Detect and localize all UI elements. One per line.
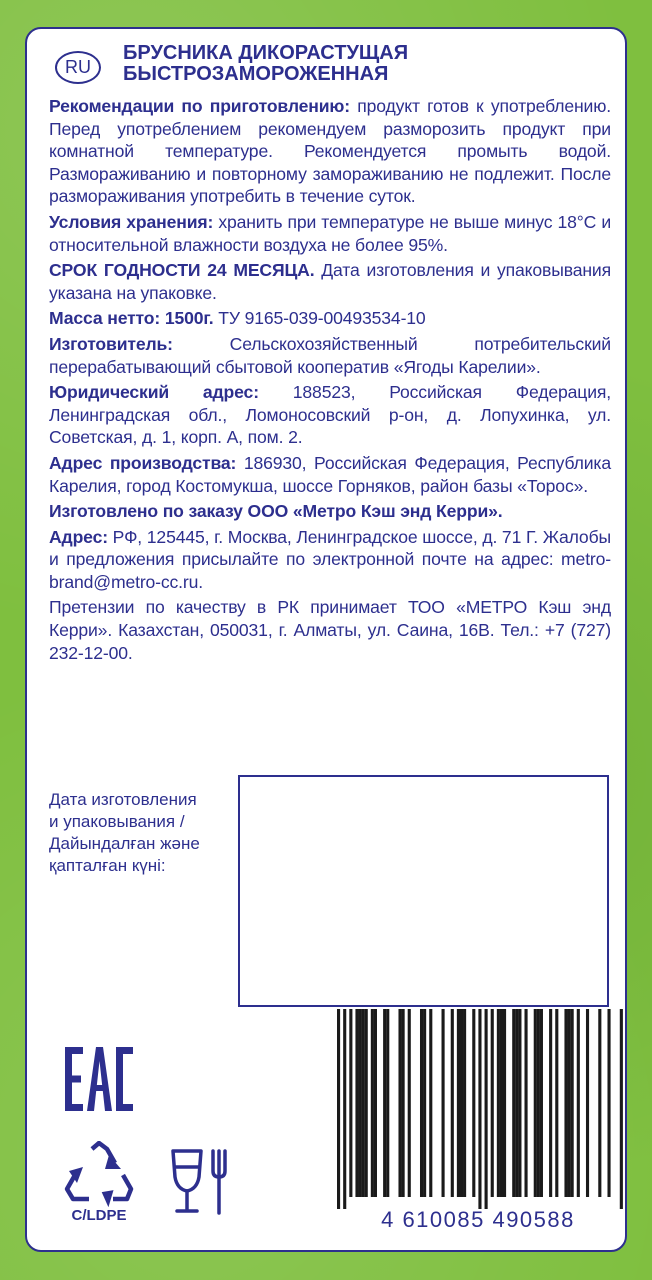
barcode-bar <box>457 1009 460 1197</box>
eac-mark-icon <box>65 1047 133 1111</box>
cooking-section <box>49 95 611 208</box>
cooking-text: продукт готов к употреблению. Перед употреблением рекомендуем разморозить продукт при комнатной температуре. Рекомендуется промыть водой. Размораживанию и повторному замораживанию не подлежит. После размораживания употребить в течение суток. <box>49 96 612 207</box>
barcode-bar <box>586 1009 589 1197</box>
barcode-bar <box>386 1009 389 1197</box>
production-address-label: Адрес производства: <box>49 452 237 473</box>
barcode-bar <box>620 1009 623 1209</box>
barcode-bar <box>577 1009 580 1197</box>
barcode-bar <box>497 1009 500 1197</box>
date-label-line1: Дата изготовления <box>49 790 197 809</box>
barcode-bar <box>500 1009 503 1197</box>
barcode-bar <box>460 1009 463 1197</box>
claims-section <box>49 596 611 664</box>
barcode-bar <box>534 1009 537 1197</box>
barcode-bar <box>537 1009 540 1197</box>
barcode-bar <box>408 1009 411 1197</box>
storage-section <box>49 211 611 256</box>
cooking-label: Рекомендации по приготовлению: <box>49 96 351 116</box>
barcode-bar <box>485 1009 488 1209</box>
barcode-bar <box>515 1009 518 1197</box>
product-title <box>123 43 603 85</box>
storage-label: Условия хранения: <box>49 211 214 232</box>
shelf-life-text: Дата изготовления и упаковывания указана на упаковке. <box>49 260 611 303</box>
barcode-bar <box>451 1009 454 1197</box>
address-text: РФ, 125445, г. Москва, Ленинградское шоссе, д. 71 Г. Жалобы и предложения присылайте по электронной почте на адрес: metro-brand@metro-cc.ru. <box>49 526 611 592</box>
barcode-bar <box>365 1009 368 1197</box>
production-address-section <box>49 452 611 497</box>
product-title-line1: БРУСНИКА ДИКОРАСТУЩАЯ <box>123 42 409 64</box>
barcode-bar <box>524 1009 527 1197</box>
barcode-bar <box>478 1009 481 1209</box>
barcode-bar <box>598 1009 601 1197</box>
barcode-bar <box>518 1009 521 1197</box>
barcode-bar <box>429 1009 432 1197</box>
barcode-bar <box>463 1009 466 1197</box>
address-section <box>49 526 611 594</box>
barcode-bar <box>423 1009 426 1197</box>
legal-address-section <box>49 381 611 449</box>
manufacturer-label: Изготовитель: <box>49 333 173 354</box>
food-safe-icon <box>167 1147 237 1217</box>
barcode-bar <box>491 1009 494 1197</box>
barcode-bar <box>420 1009 423 1197</box>
shelf-life-label: СРОК ГОДНОСТИ 24 МЕСЯЦА. <box>49 260 315 281</box>
barcode <box>337 1009 627 1209</box>
barcode-bar <box>359 1009 362 1197</box>
date-label-line3: Дайындалған және <box>49 834 200 853</box>
mass-text: ТУ 9165-039-00493534-10 <box>213 308 426 329</box>
date-label-line4: қапталған күні: <box>49 856 166 875</box>
barcode-bar <box>564 1009 567 1197</box>
barcode-bar <box>607 1009 610 1197</box>
barcode-bar <box>571 1009 574 1197</box>
date-label-line2: и упаковывания / <box>49 812 185 831</box>
barcode-bar <box>472 1009 475 1197</box>
recycle-icon <box>63 1141 135 1207</box>
barcode-bar <box>568 1009 571 1197</box>
ru-language-badge: RU <box>55 51 101 84</box>
manufacturer-text: Сельскохозяйственный потребительский перерабатывающий сбытовой кооператив «Ягоды Карелии». <box>49 333 611 377</box>
barcode-bar <box>549 1009 552 1197</box>
product-label <box>25 27 627 1252</box>
barcode-bar <box>540 1009 543 1197</box>
production-address-text: 186930, Российская Федерация, Республика Карелия, город Костомукша, шоссе Горняков, район базы «Торос». <box>49 452 611 496</box>
barcode-bar <box>626 1009 627 1209</box>
barcode-bar <box>402 1009 405 1197</box>
recycle-code: C/LDPE <box>71 1207 127 1224</box>
barcode-bar <box>503 1009 506 1197</box>
barcode-digits: 4 610085 490588 <box>381 1207 575 1232</box>
barcode-bar <box>442 1009 445 1197</box>
date-label <box>49 789 239 877</box>
label-text <box>49 95 611 667</box>
barcode-bar <box>383 1009 386 1197</box>
barcode-bar <box>337 1009 340 1209</box>
product-title-line2: БЫСТРОЗАМОРОЖЕННАЯ <box>123 63 389 85</box>
claims-text: Претензии по качеству в РК принимает ТОО «МЕТРО Кэш энд Керри». Казахстан, 050031, г. Алматы, ул. Саина, 16В. Тел.: +7 (727) 232-12-00. <box>49 597 611 663</box>
barcode-bar <box>398 1009 401 1197</box>
ordered-by-label: Изготовлено по заказу ООО «Метро Кэш энд Керри». <box>49 501 503 522</box>
barcode-bar <box>355 1009 358 1197</box>
barcode-bar <box>555 1009 558 1197</box>
mass-section <box>49 307 611 330</box>
barcode-bar <box>371 1009 374 1197</box>
manufacturer-section <box>49 333 611 378</box>
date-stamp-box <box>238 775 609 1007</box>
barcode-bar <box>343 1009 346 1209</box>
legal-address-label: Юридический адрес: <box>49 382 259 403</box>
address-label: Адрес: <box>49 526 108 547</box>
barcode-bar <box>374 1009 377 1197</box>
legal-address-text: 188523, Российская Федерация, Ленинградская обл., Ломоносовский р-он, д. Лопухинка, ул. Советская, д. 1, корп. А, пом. 2. <box>49 382 611 448</box>
ordered-by-section <box>49 500 611 523</box>
mass-label: Масса нетто: 1500г. <box>49 308 214 329</box>
barcode-bar <box>512 1009 515 1197</box>
shelf-life-section <box>49 259 611 304</box>
barcode-bar <box>362 1009 365 1197</box>
barcode-bar <box>349 1009 352 1197</box>
storage-text: хранить при температуре не выше минус 18°С и относительной влажности воздуха не более 95%. <box>49 211 612 255</box>
